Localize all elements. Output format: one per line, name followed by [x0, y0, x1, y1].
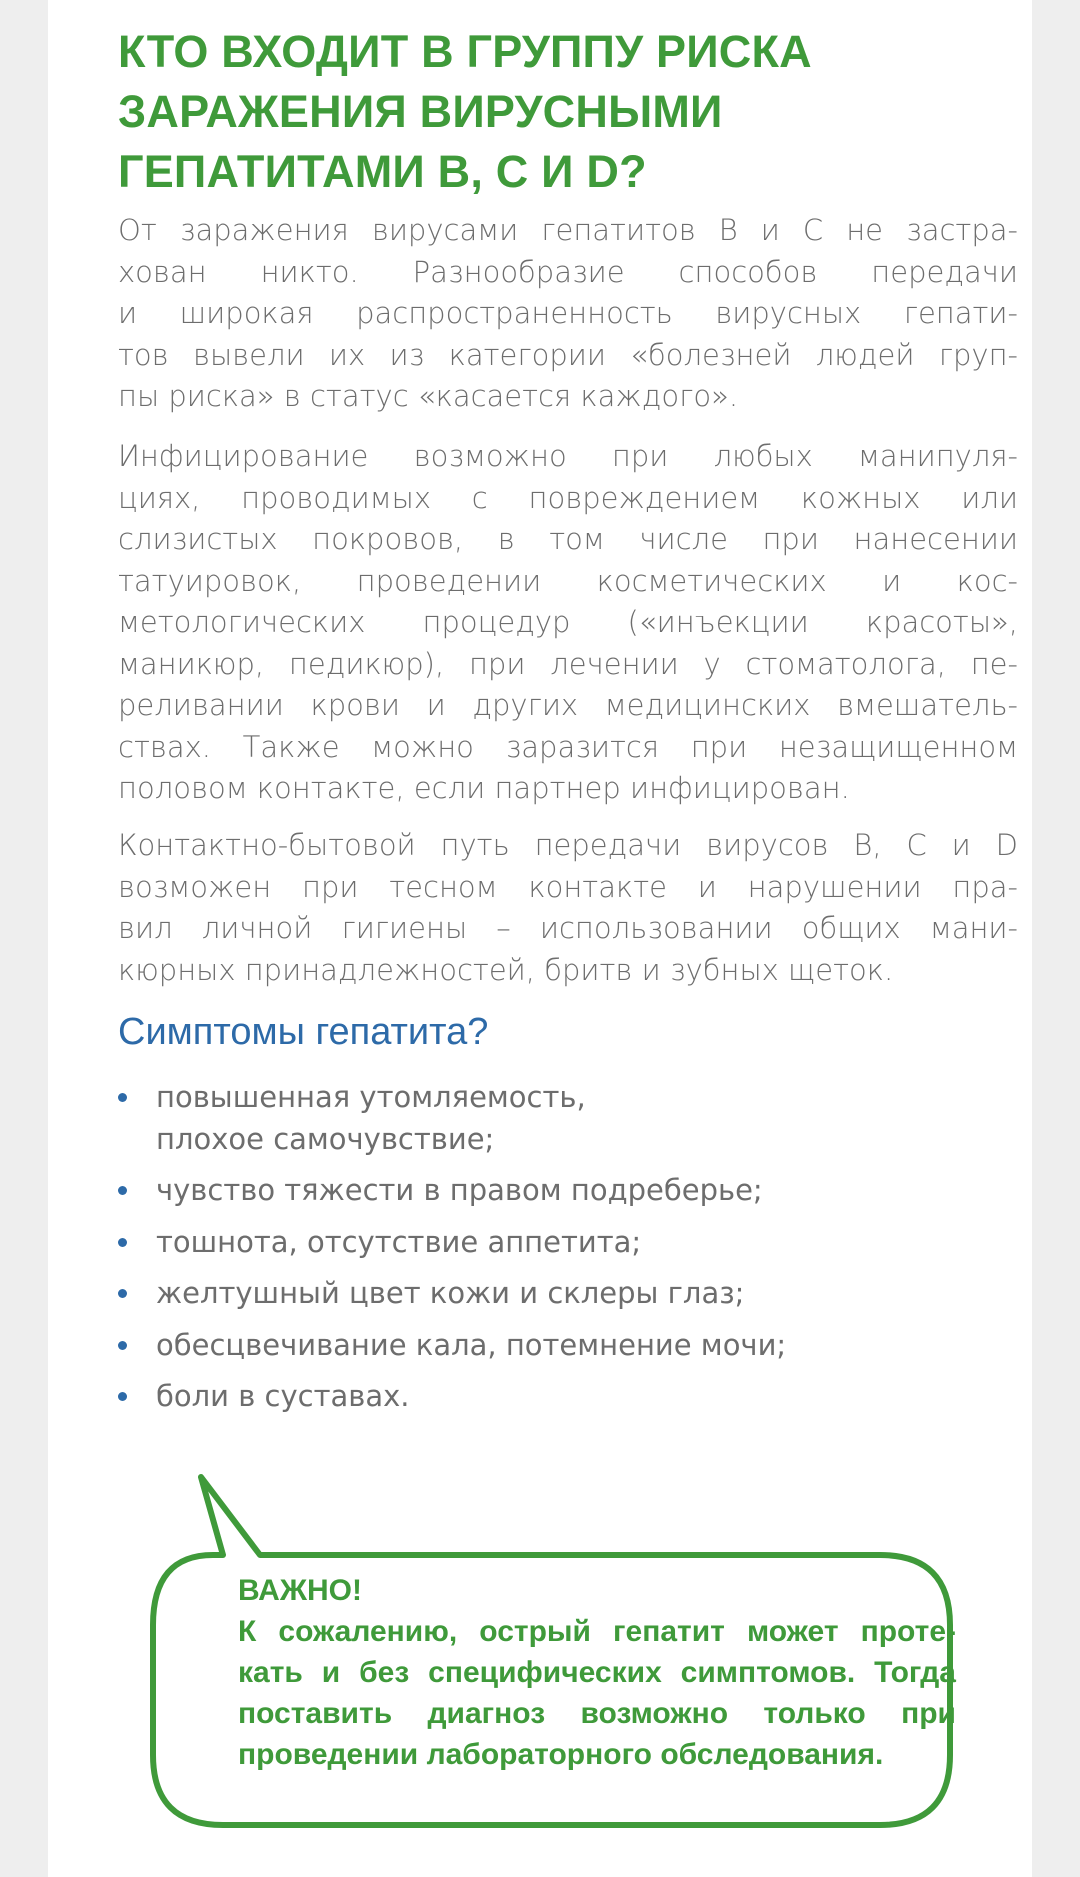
bullet-icon	[118, 1341, 127, 1350]
symptom-text: желтушный цвет кожи и склеры глаз;	[156, 1276, 745, 1310]
symptom-text: тошнота, отсутствие аппетита;	[156, 1224, 642, 1259]
bullet-icon	[118, 1186, 127, 1195]
paragraph-line: метологических процедур («инъекции красоты»,	[118, 605, 1018, 639]
important-line: поставить диагноз возможно только при	[238, 1697, 956, 1730]
symptom-text: боли в суставах.	[156, 1379, 410, 1413]
paragraph-line: циях, проводимых с повреждением кожных или	[118, 480, 1018, 515]
symptom-item	[118, 1170, 978, 1212]
important-text	[238, 1570, 956, 1775]
bullet-icon	[118, 1238, 127, 1247]
bullet-icon	[118, 1392, 127, 1401]
paragraph-risk-everyone	[118, 210, 1018, 418]
important-line: кать и без специфических симптомов. Тогда	[238, 1656, 956, 1689]
paragraph-line: тов вывели их из категории «болезней людей груп-	[118, 337, 1018, 372]
symptom-text: чувство тяжести в правом подреберье;	[156, 1173, 763, 1207]
symptoms-list	[118, 1077, 978, 1428]
symptom-item	[118, 1273, 978, 1315]
bullet-icon	[118, 1289, 127, 1298]
paragraph-line: хован никто. Разнообразие способов передачи	[118, 254, 1018, 289]
paragraph-line: реливании крови и других медицинских вмешатель-	[118, 688, 1018, 722]
paragraph-line: Контактно-бытовой путь передачи вирусов В, С и D	[118, 828, 1018, 862]
paragraph-household-transmission	[118, 825, 1018, 991]
title-line: ЗАРАЖЕНИЯ ВИРУСНЫМИ	[118, 86, 723, 137]
important-line: К сожалению, острый гепатит может проте-	[238, 1615, 956, 1648]
symptom-item	[118, 1077, 978, 1160]
paragraph-line: татуировок, проведении косметических и кос-	[118, 563, 1018, 598]
important-heading: ВАЖНО!	[238, 1574, 362, 1607]
symptom-item	[118, 1222, 978, 1264]
paragraph-line: и широкая распространенность вирусных гепати-	[118, 296, 1018, 330]
symptom-item	[118, 1325, 978, 1367]
paragraph-line: Инфицирование возможно при любых манипуля-	[118, 439, 1018, 473]
paragraph-line: вил личной гигиены – использовании общих мани-	[118, 911, 1018, 945]
document-page	[48, 0, 1032, 1877]
paragraph-line: пы риска» в статус «касается каждого».	[118, 379, 739, 413]
paragraph-line: От заражения вирусами гепатитов В и С не застра-	[118, 213, 1018, 247]
paragraph-line: возможен при тесном контакте и нарушении пра-	[118, 869, 1018, 904]
paragraph-infection-routes	[118, 436, 1018, 810]
bullet-icon	[118, 1093, 127, 1102]
important-callout	[118, 1460, 1010, 1834]
paragraph-line: слизистых покровов, в том числе при нанесении	[118, 522, 1018, 556]
symptom-text: повышенная утомляемость, плохое самочувствие;	[156, 1080, 586, 1156]
important-line: проведении лабораторного обследования.	[238, 1738, 884, 1771]
page-title	[118, 22, 918, 202]
symptom-item	[118, 1376, 978, 1418]
symptom-text: обесцвечивание кала, потемнение мочи;	[156, 1327, 787, 1362]
title-line: ГЕПАТИТАМИ B, C И D?	[118, 146, 647, 197]
paragraph-line: половом контакте, если партнер инфицирован.	[118, 771, 850, 805]
title-line: КТО ВХОДИТ В ГРУППУ РИСКА	[118, 26, 812, 77]
paragraph-line: ствах. Также можно заразится при незащищенном	[118, 729, 1018, 764]
paragraph-line: кюрных принадлежностей, бритв и зубных щеток.	[118, 952, 894, 987]
symptoms-heading: Симптомы гепатита?	[118, 1011, 489, 1053]
paragraph-line: маникюр, педикюр), при лечении у стоматолога, пе-	[118, 646, 1018, 681]
